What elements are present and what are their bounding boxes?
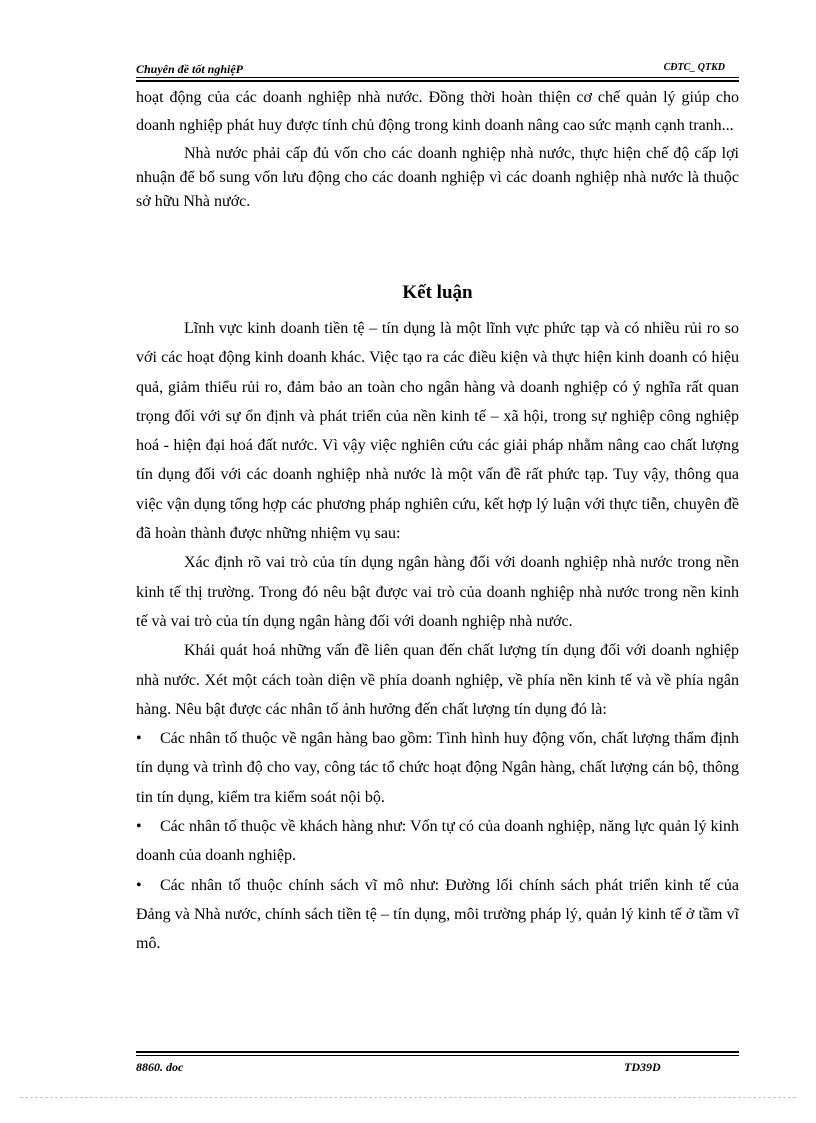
page-boundary [20, 1097, 796, 1098]
page-footer [136, 1056, 739, 1076]
intro-paragraph-2: Nhà nước phải cấp đủ vốn cho các doanh nghiệp nhà nước, thực hiện chế độ cấp lợi nhuận để bổ sung vốn lưu động cho các doanh nghiệp vì các doanh nghiệp nhà nước là thuộc sở hữu Nhà nước. [136, 145, 739, 210]
footer-code: TD39D [624, 1060, 661, 1074]
conclusion-section [136, 314, 739, 959]
bullet-item-macro: • Các nhân tố thuộc chính sách vĩ mô như: Đường lối chính sách phát triển kinh tế của Đảng và Nhà nước, chính sách tiền tệ – tín dụng, môi trường pháp lý, quản lý kinh tế ở tầm vĩ mô. [136, 871, 739, 959]
bullet-icon: • [136, 730, 142, 748]
bullet-icon: • [136, 876, 142, 894]
header-rule [136, 77, 739, 78]
conclusion-paragraph-2: Xác định rõ vai trò của tín dụng ngân hàng đối với doanh nghiệp nhà nước trong nền kinh tế thị trường. Trong đó nêu bật được vai trò của doanh nghiệp nhà nước trong nền kinh tế và vai trò của tín dụng ngân hàng đối với doanh nghiệp nhà nước. [136, 554, 739, 630]
conclusion-paragraph-3: Khái quát hoá những vấn đề liên quan đến chất lượng tín dụng đối với doanh nghiệp nhà nước. Xét một cách toàn diện về phía doanh nghiệp, về phía nền kinh tế và về phía ngân hàng. Nêu bật được các nhân tố ảnh hưởng đến chất lượng tín dụng đó là: [136, 642, 739, 718]
bullet-item-customer: • Các nhân tố thuộc về khách hàng như: Vốn tự có của doanh nghiệp, năng lực quản lý kinh doanh của doanh nghiệp. [136, 812, 739, 871]
header-title: Chuyên đề tốt nghiệP [136, 62, 244, 76]
footer-rule-thick [136, 1051, 739, 1053]
intro-section [136, 84, 739, 214]
header-code: CĐTC_ QTKD [663, 62, 725, 73]
page-header [136, 60, 739, 78]
footer-filename: 8860. doc [136, 1060, 184, 1074]
header-rule-thick [136, 80, 739, 82]
bullet-item-bank: • Các nhân tố thuộc về ngân hàng bao gồm: Tình hình huy động vốn, chất lượng thẩm định tín dụng và trình độ cho vay, công tác tổ chức hoạt động Ngân hàng, chất lượng cán bộ, thông tin tín dụng, kiểm tra kiểm soát nội bộ. [136, 724, 739, 812]
intro-paragraph-1: hoạt động của các doanh nghiệp nhà nước. Đồng thời hoàn thiện cơ chế quản lý giúp cho doanh nghiệp phát huy được tính chủ động trong kinh doanh nâng cao sức mạnh cạnh tranh... [136, 89, 739, 134]
conclusion-paragraph-1: Lĩnh vực kinh doanh tiền tệ – tín dụng là một lĩnh vực phức tạp và có nhiều rủi ro so với các hoạt động kinh doanh khác. Việc tạo ra các điều kiện và thực hiện kinh doanh có hiệu quả, giảm thiểu rủi ro, đảm bảo an toàn cho ngân hàng và doanh nghiệp có ý nghĩa rất quan trọng đối với sự ổn định và phát triển của nền kinh tế – xã hội, trong sự nghiệp công nghiệp hoá - hiện đại hoá đất nước. Vì vậy việc nghiên cứu các giải pháp nhằm nâng cao chất lượng tín dụng đối với các doanh nghiệp nhà nước là một vấn đề rất phức tạp. Tuy vậy, thông qua việc vận dụng tổng hợp các phương pháp nghiên cứu, kết hợp lý luận với thực tiễn, chuyên đề đã hoàn thành được những nhiệm vụ sau: [136, 320, 739, 543]
bullet-icon: • [136, 818, 142, 836]
conclusion-title: Kết luận [402, 282, 473, 303]
